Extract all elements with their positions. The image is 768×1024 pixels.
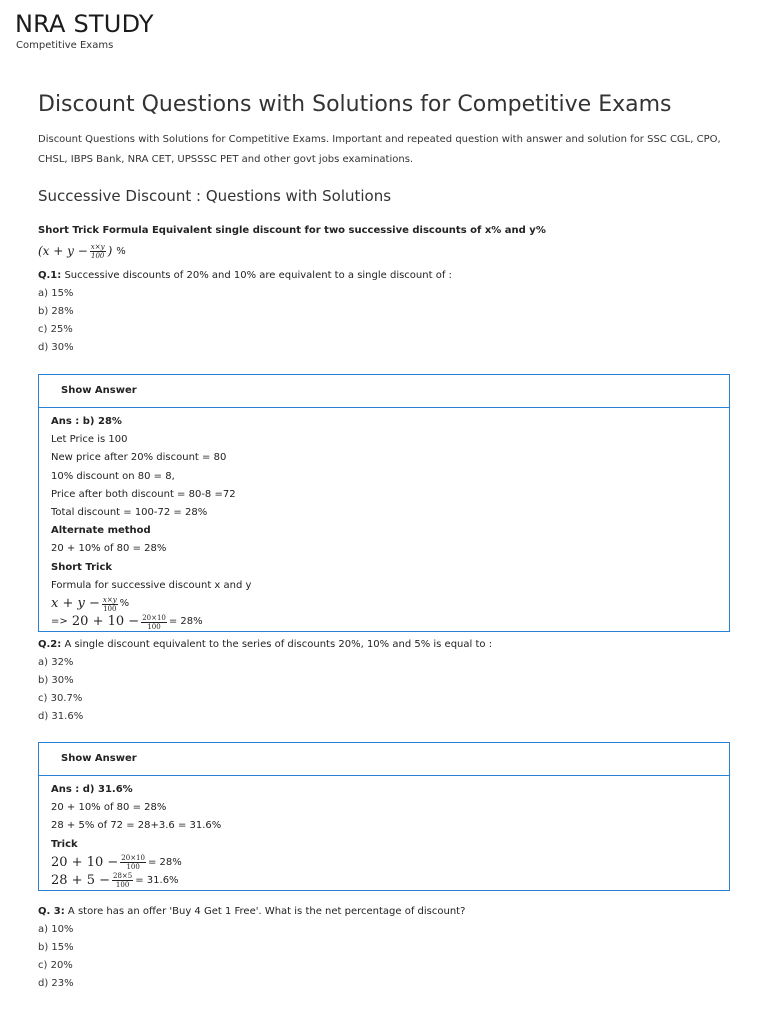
solution-line: Price after both discount = 80-8 =72	[51, 488, 236, 500]
option-d: d) 30%	[38, 342, 74, 353]
site-title[interactable]: NRA STUDY	[15, 10, 154, 38]
section-title: Successive Discount : Questions with Solutions	[38, 187, 392, 205]
question-text: Q. 3: A store has an offer 'Buy 4 Get 1 Free'. What is the net percentage of discount?	[38, 905, 466, 917]
show-answer-button[interactable]: Show Answer	[39, 743, 729, 776]
option-d: d) 31.6%	[38, 711, 84, 723]
alternate-method-line: 20 + 10% of 80 = 28%	[51, 543, 167, 555]
option-c: c) 25%	[38, 324, 73, 335]
answer-box-1	[38, 374, 730, 632]
question-3	[38, 903, 734, 993]
formula-expression: (x + y − $\frac{x\times y}{100}$ ) %	[38, 242, 126, 260]
solution-line: 28 + 5% of 72 = 28+3.6 = 31.6%	[51, 820, 222, 832]
trick-calculation-2: 28 + 5 − $\frac{28\times 5}{100}$ = 31.6%	[51, 872, 179, 890]
option-a: a) 32%	[38, 657, 74, 669]
short-trick-line: Formula for successive discount x and y	[51, 579, 252, 591]
answer-label: Ans : d) 31.6%	[51, 784, 133, 796]
page-title: Discount Questions with Solutions for Competitive Exams	[38, 92, 672, 117]
answer-label: Ans : b) 28%	[51, 416, 122, 427]
show-answer-button[interactable]: Show Answer	[39, 375, 729, 408]
question-text: Q.1: Successive discounts of 20% and 10% are equivalent to a single discount of :	[38, 270, 452, 281]
trick-heading: Trick	[51, 838, 78, 850]
option-a: a) 10%	[38, 923, 74, 935]
solution-line: New price after 20% discount = 80	[51, 452, 227, 464]
solution-line: 10% discount on 80 = 8,	[51, 470, 175, 482]
site-tagline: Competitive Exams	[16, 40, 114, 51]
short-trick-heading: Short Trick	[51, 561, 113, 573]
formula-heading: Short Trick Formula Equivalent single discount for two successive discounts of x% and y%	[38, 225, 546, 236]
intro-paragraph: Discount Questions with Solutions for Competitive Exams. Important and repeated question with answer and solution for SSC CGL, CPO, CHSL, IBPS Bank, NRA CET, UPSSSC PET and other govt jobs examinations.	[38, 134, 721, 165]
option-b: b) 15%	[38, 941, 74, 953]
solution-line: Total discount = 100-72 = 28%	[51, 507, 208, 519]
option-a: a) 15%	[38, 288, 74, 299]
option-c: c) 20%	[38, 959, 73, 971]
option-d: d) 23%	[38, 977, 74, 989]
main-content	[38, 88, 734, 993]
trick-formula: x + y − $\frac{x\times y}{100}$ %	[51, 595, 130, 613]
alternate-method-heading: Alternate method	[51, 525, 151, 537]
trick-calculation-1: 20 + 10 − $\frac{20\times 10}{100}$ = 28%	[51, 854, 182, 872]
trick-calculation: => 20 + 10 − $\frac{20\times 10}{100}$ = 28%	[51, 613, 203, 631]
solution-line: 20 + 10% of 80 = 28%	[51, 802, 167, 814]
solution-line: Let Price is 100	[51, 434, 128, 446]
question-2	[38, 636, 734, 726]
answer-box-2	[38, 742, 730, 891]
question-text: Q.2: A single discount equivalent to the series of discounts 20%, 10% and 5% is equal to :	[38, 639, 493, 651]
option-b: b) 28%	[38, 306, 74, 317]
option-b: b) 30%	[38, 675, 74, 687]
question-1	[38, 267, 734, 357]
option-c: c) 30.7%	[38, 693, 83, 705]
